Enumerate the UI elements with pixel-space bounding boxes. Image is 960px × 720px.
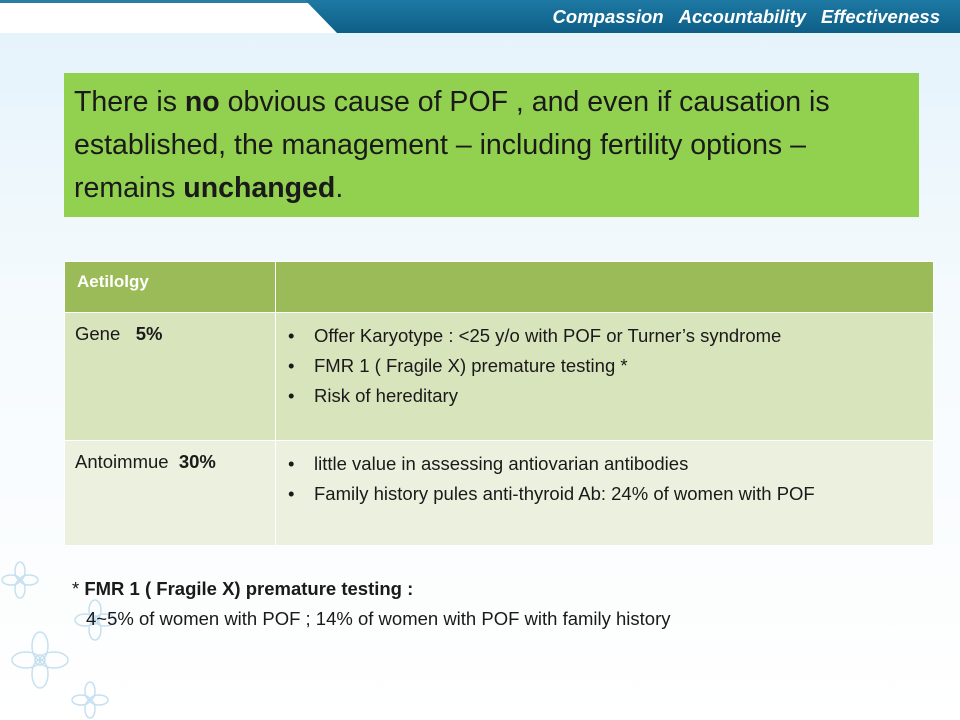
footnote-line-1: [72, 574, 671, 604]
row-label-cell: [65, 441, 276, 546]
footnote-title: FMR 1 ( Fragile X) premature testing :: [84, 578, 414, 599]
motto-compassion: Compassion: [552, 6, 664, 27]
motto-effectiveness: Effectiveness: [821, 6, 940, 27]
motto-accountability: Accountability: [678, 6, 807, 27]
list-item: • Offer Karyotype : <25 y/o with POF or Turner’s syndrome: [284, 321, 923, 351]
row-label: Antoimmue: [75, 451, 169, 472]
table-header-row: [65, 262, 934, 313]
list-item: • Risk of hereditary: [284, 381, 923, 411]
motto: [553, 4, 940, 30]
row-label-cell: [65, 313, 276, 441]
row-label: Gene: [75, 323, 121, 344]
callout-unchanged: unchanged: [183, 172, 336, 204]
table-header-aetiology: Aetilolgy: [65, 262, 276, 313]
key-message-callout: [64, 73, 919, 217]
header-stripe: [0, 0, 345, 3]
callout-text-b: obvious cause of POF , and even if causation is established, the management – including fertility options – remains: [74, 86, 830, 204]
footnote-star: *: [72, 578, 85, 599]
table-header-details: [276, 262, 934, 313]
callout-no: no: [184, 86, 220, 118]
row-detail-cell: [276, 313, 934, 441]
table-row: [65, 313, 934, 441]
list-item: • little value in assessing antiovarian antibodies: [284, 449, 923, 479]
row-percent: 5%: [135, 323, 163, 344]
bullet-list: [284, 449, 923, 509]
footnote-line-2: 4~5% of women with POF ; 14% of women with POF with family history: [86, 608, 671, 629]
callout-text-a: There is: [74, 86, 185, 118]
header-bar: [0, 0, 960, 33]
bullet-list: [284, 321, 923, 411]
list-item: • FMR 1 ( Fragile X) premature testing *: [284, 351, 923, 381]
table-row: [65, 441, 934, 546]
callout-text-c: .: [335, 172, 344, 204]
row-detail-cell: [276, 441, 934, 546]
aetiology-table: [64, 261, 934, 546]
list-item: • Family history pules anti-thyroid Ab: 24% of women with POF: [284, 479, 923, 509]
footnote: [72, 574, 671, 634]
row-percent: 30%: [178, 451, 216, 472]
